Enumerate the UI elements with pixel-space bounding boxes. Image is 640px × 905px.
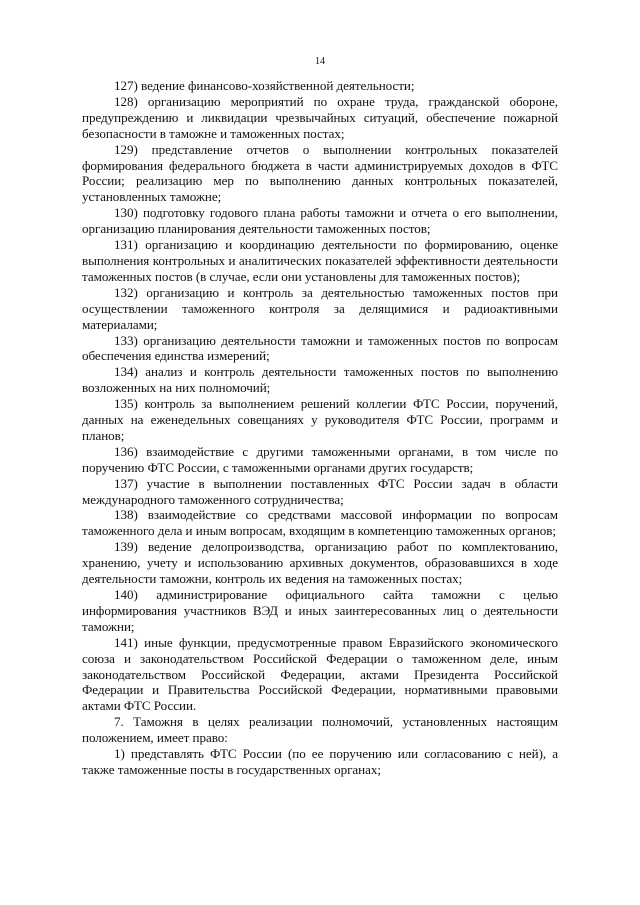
paragraph-130: 130) подготовку годового плана работы таможни и отчета о его выполнении, организацию планирования деятельности таможенных постов;: [82, 205, 558, 237]
paragraph-129: 129) представление отчетов о выполнении контрольных показателей формирования федерального бюджета в части администрируемых доходов в ФТС России; реализацию мер по выполнению данных контрольных показателей, установленных таможне;: [82, 141, 558, 205]
paragraph-128: 128) организацию мероприятий по охране труда, гражданской обороне, предупреждению и ликвидации чрезвычайных ситуаций, обеспечение пожарной безопасности в таможне и таможенных постах;: [82, 93, 558, 141]
paragraph-131: 131) организацию и координацию деятельности по формированию, оценке выполнения контрольных и аналитических показателей эффективности деятельности таможенных постов (в случае, если они установлены для таможенных постов);: [82, 237, 558, 284]
paragraph-section-7: 7. Таможня в целях реализации полномочий, установленных настоящим положением, имеет право:: [82, 714, 558, 746]
paragraph-140: 140) администрирование официального сайта таможни с целью информирования участников ВЭД и иных заинтересованных лиц о деятельности таможни;: [82, 587, 558, 634]
paragraph-132: 132) организацию и контроль за деятельностью таможенных постов при осуществлении таможенного контроля за делящимися и радиоактивными материалами;: [82, 284, 558, 332]
body-text: [82, 78, 558, 778]
page-number: 14: [315, 56, 325, 67]
paragraph-127: 127) ведение финансово-хозяйственной деятельности;: [114, 78, 415, 93]
paragraph-136: 136) взаимодействие с другими таможенными органами, в том числе по поручению ФТС России, с таможенными органами других государств;: [82, 443, 558, 475]
paragraph-137: 137) участие в выполнении поставленных ФТС России задач в области международного таможенного сотрудничества;: [82, 475, 558, 507]
paragraph-135: 135) контроль за выполнением решений коллегии ФТС России, поручений, данных на еженедельных совещаниях у руководителя ФТС России, программ и планов;: [82, 396, 558, 443]
paragraph-134: 134) анализ и контроль деятельности таможенных постов по выполнению возложенных на них полномочий;: [82, 364, 558, 396]
paragraph-138: 138) взаимодействие со средствами массовой информации по вопросам таможенного дела и иным вопросам, входящим в компетенцию таможенных органов;: [82, 507, 558, 539]
paragraph-139: 139) ведение делопроизводства, организацию работ по комплектованию, хранению, учету и использованию архивных документов, образовавшихся в ходе деятельности таможни, контроль их ведения на таможенных постах;: [82, 539, 558, 587]
paragraph-133: 133) организацию деятельности таможни и таможенных постов по вопросам обеспечения единства измерений;: [82, 332, 558, 364]
paragraph-right-1: 1) представлять ФТС России (по ее поручению или согласованию с ней), а также таможенные посты в государственных органах;: [82, 746, 558, 777]
paragraph-141: 141) иные функции, предусмотренные правом Евразийского экономического союза и законодательством Российской Федерации о таможенном деле, иным законодательством Российской Федерации, актами Президента Российской Федерации и Правительства Российской Федерации, нормативными правовыми актами ФТС России.: [82, 634, 558, 714]
